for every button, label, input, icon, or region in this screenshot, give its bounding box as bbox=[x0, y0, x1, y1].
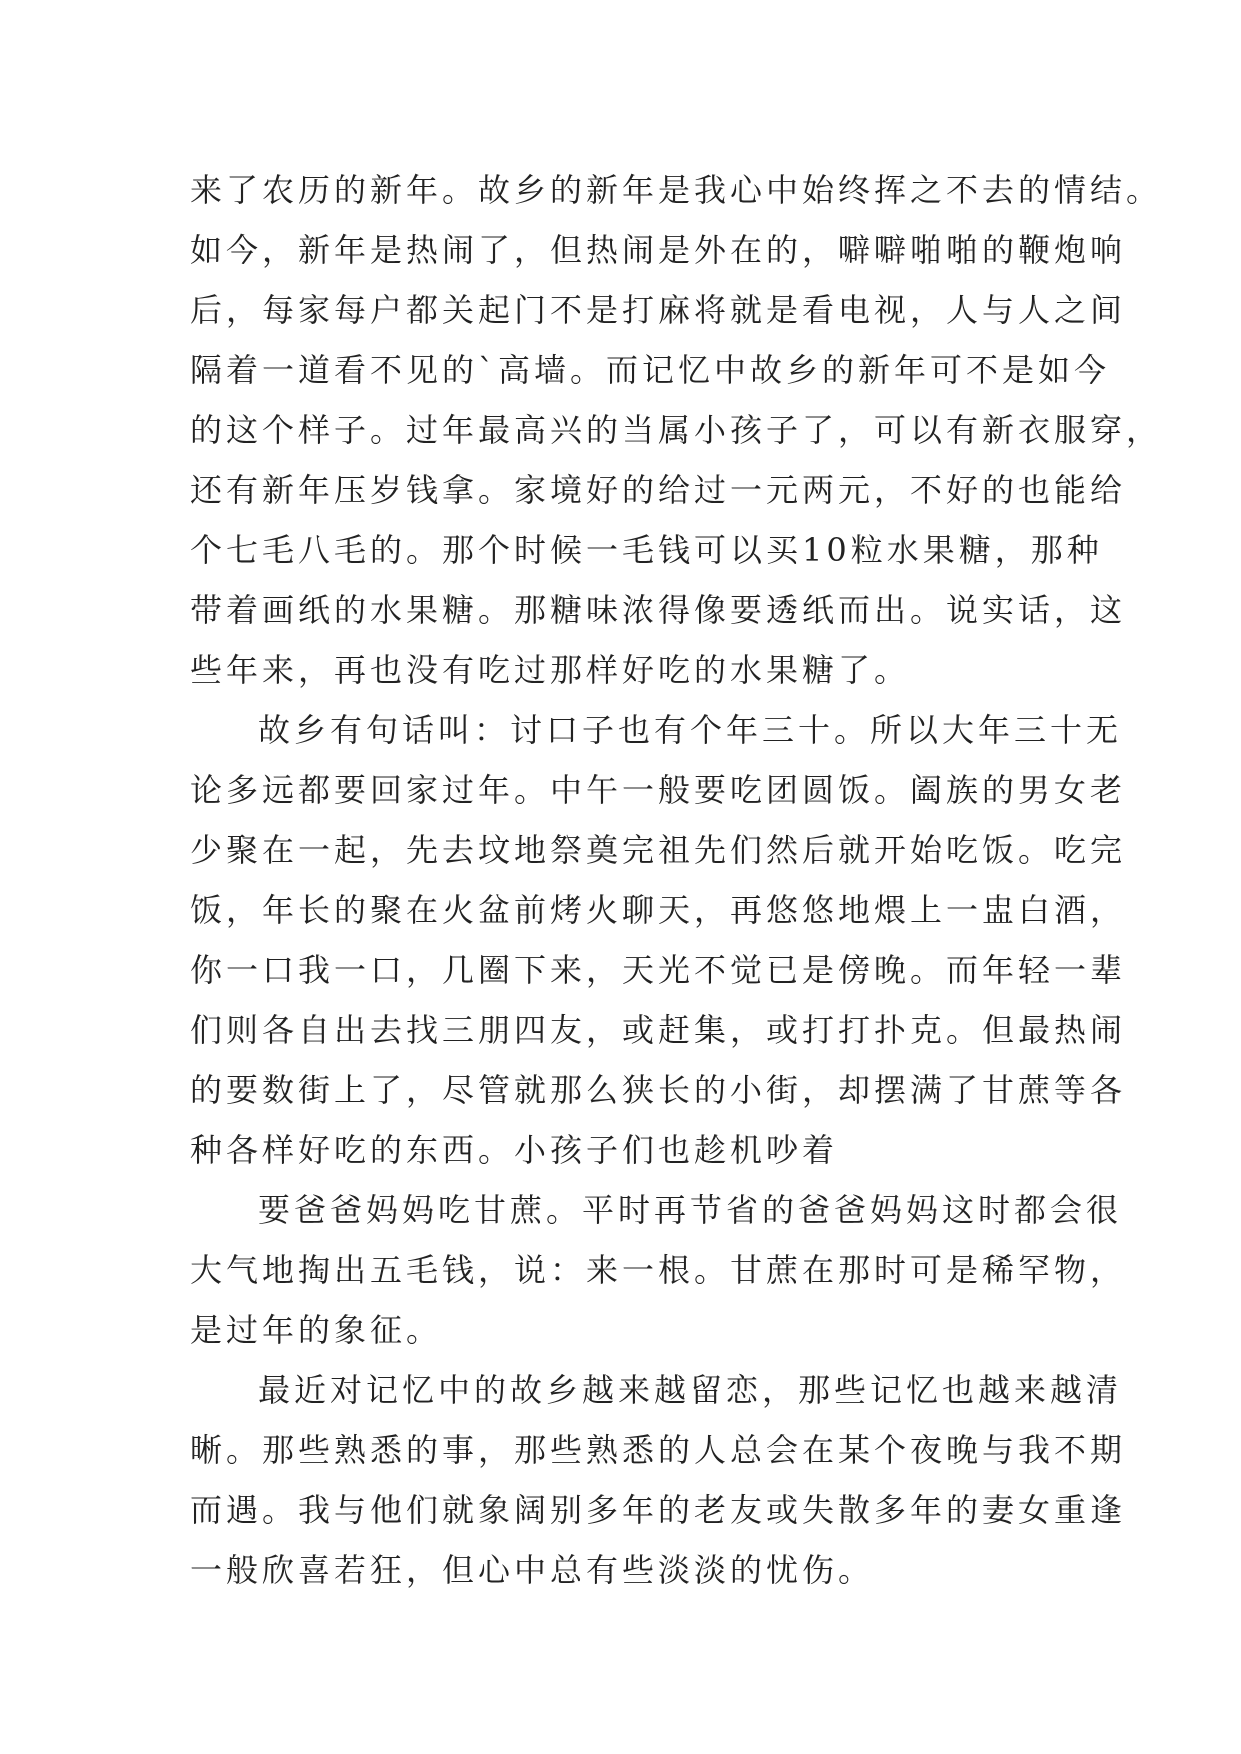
text-line: 晰。那些熟悉的事，那些熟悉的人总会在某个夜晚与我不期 bbox=[190, 1431, 1127, 1469]
text-line: 隔着一道看不见的`高墙。而记忆中故乡的新年可不是如今 bbox=[190, 351, 1111, 389]
text-line: 来了农历的新年。故乡的新年是我心中始终挥之不去的情结。 bbox=[190, 171, 1163, 209]
text-line: 而遇。我与他们就象阔别多年的老友或失散多年的妻女重逢 bbox=[190, 1491, 1127, 1529]
text-line: 还有新年压岁钱拿。家境好的给过一元两元，不好的也能给 bbox=[190, 471, 1127, 509]
text-line: 一般欣喜若狂，但心中总有些淡淡的忧伤。 bbox=[190, 1551, 875, 1589]
text-line: 大气地掏出五毛钱，说：来一根。甘蔗在那时可是稀罕物， bbox=[190, 1251, 1127, 1289]
paragraph-start-line: 最近对记忆中的故乡越来越留恋，那些记忆也越来越清 bbox=[258, 1371, 1123, 1409]
text-line: 论多远都要回家过年。中午一般要吃团圆饭。阖族的男女老 bbox=[190, 771, 1127, 809]
text-line: 饭，年长的聚在火盆前烤火聊天，再悠悠地煨上一盅白酒， bbox=[190, 891, 1127, 929]
body-text bbox=[190, 160, 1163, 1600]
text-line: 种各样好吃的东西。小孩子们也趁机吵着 bbox=[190, 1131, 839, 1169]
paragraph-start-line: 故乡有句话叫：讨口子也有个年三十。所以大年三十无 bbox=[258, 711, 1123, 749]
paragraph-start-line: 要爸爸妈妈吃甘蔗。平时再节省的爸爸妈妈这时都会很 bbox=[258, 1191, 1123, 1229]
text-line: 少聚在一起，先去坟地祭奠完祖先们然后就开始吃饭。吃完 bbox=[190, 831, 1127, 869]
text-line: 你一口我一口，几圈下来，天光不觉已是傍晚。而年轻一辈 bbox=[190, 951, 1127, 989]
text-line: 的这个样子。过年最高兴的当属小孩子了，可以有新衣服穿， bbox=[190, 411, 1163, 449]
text-line: 是过年的象征。 bbox=[190, 1311, 443, 1349]
text-line: 个七毛八毛的。那个时候一毛钱可以买10粒水果糖，那种 bbox=[190, 531, 1103, 569]
text-line: 后，每家每户都关起门不是打麻将就是看电视，人与人之间 bbox=[190, 291, 1127, 329]
text-line: 些年来，再也没有吃过那样好吃的水果糖了。 bbox=[190, 651, 911, 689]
text-line: 们则各自出去找三朋四友，或赶集，或打打扑克。但最热闹 bbox=[190, 1011, 1127, 1049]
text-line: 的要数街上了，尽管就那么狭长的小街，却摆满了甘蔗等各 bbox=[190, 1071, 1127, 1109]
text-line: 如今，新年是热闹了，但热闹是外在的，噼噼啪啪的鞭炮响 bbox=[190, 231, 1127, 269]
text-line: 带着画纸的水果糖。那糖味浓得像要透纸而出。说实话，这 bbox=[190, 591, 1127, 629]
